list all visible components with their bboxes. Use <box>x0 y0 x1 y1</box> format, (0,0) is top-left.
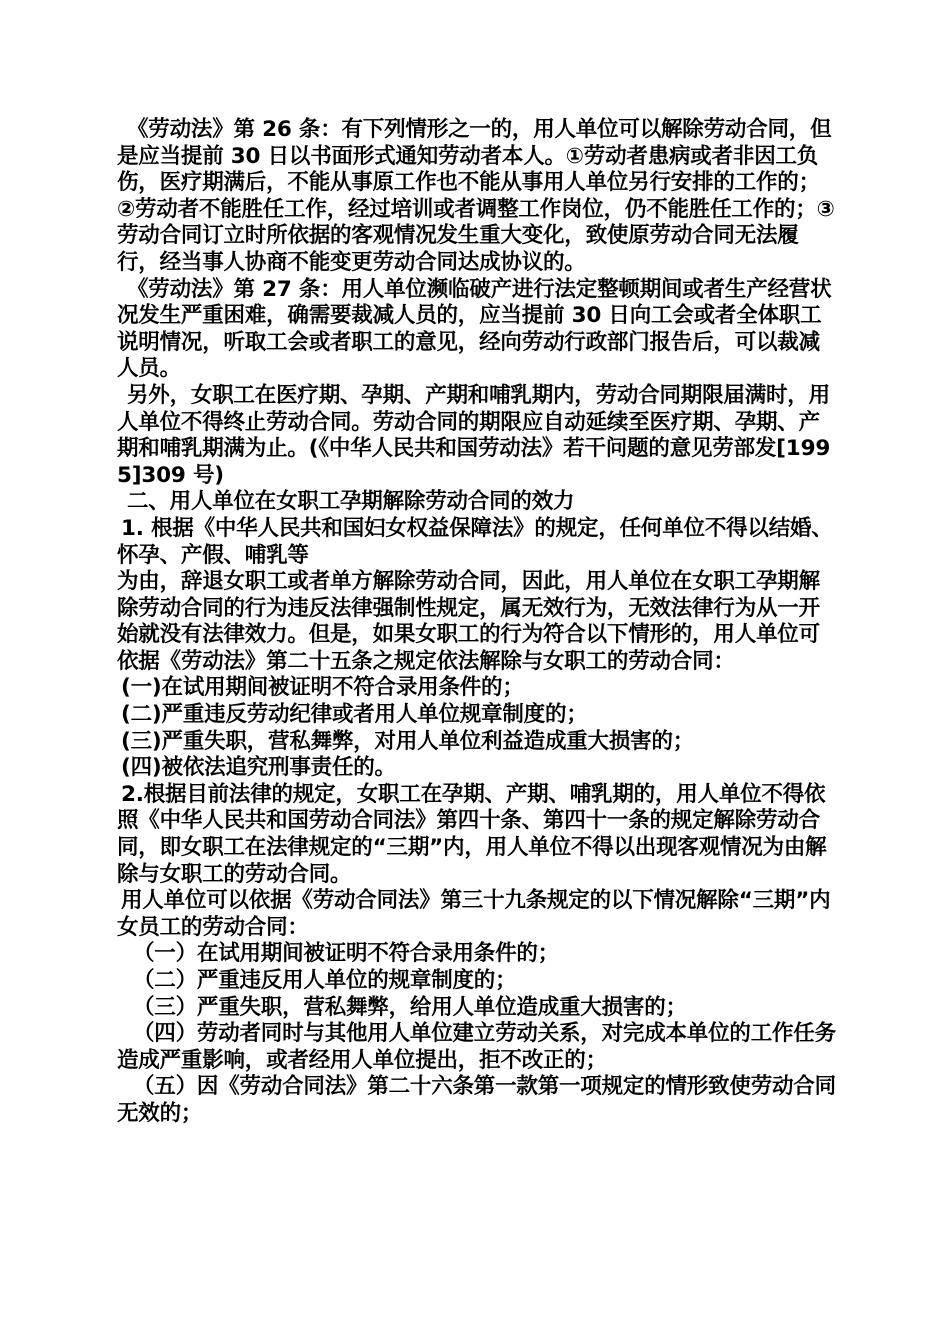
list-item-condition-2: (二)严重违反劳动纪律或者用人单位规章制度的； <box>121 702 588 728</box>
paragraph-article-39-intro: 用人单位可以依据《劳动合同法》第三十九条规定的以下情况解除“三期”内女员工的劳动合同： <box>117 888 831 940</box>
paragraph-point-two: 2.根据目前法律的规定，女职工在孕期、产期、哺乳期的，用人单位不得依照《中华人民共和国劳动合同法》第四十条、第四十一条的规定解除劳动合同，即女职工在法律规定的“三期”内，用人单位不得以出现客观情况为由解除与女职工的劳动合同。 <box>117 781 827 887</box>
document-body <box>117 117 837 1128</box>
list-item-article-39-4: （四）劳动者同时与其他用人单位建立劳动关系，对完成本单位的工作任务造成严重影响，或者经用人单位提出，拒不改正的； <box>117 1021 836 1073</box>
list-item-condition-4: (四)被依法追究刑事责任的。 <box>121 755 396 781</box>
paragraph-labor-law-article-26: 《劳动法》第 26 条：有下列情形之一的，用人单位可以解除劳动合同，但是应当提前 30 日以书面形式通知劳动者本人。①劳动者患病或者非因工负伤，医疗期满后，不能从事原工作也不能从事用人单位另行安排的工作的；②劳动者不能胜任工作，经过培训或者调整工作岗位，仍不能胜任工作的；③劳动合同订立时所依据的客观情况发生重大变化，致使原劳动合同无法履行，经当事人协商不能变更劳动合同达成协议的。 <box>117 117 835 275</box>
paragraph-point-one-start: 1. 根据《中华人民共和国妇女权益保障法》的规定，任何单位不得以结婚、怀孕、产假、哺乳等 <box>117 515 833 568</box>
paragraph-additional-note: 另外，女职工在医疗期、孕期、产期和哺乳期内，劳动合同期限届满时，用人单位不得终止劳动合同。劳动合同的期限应自动延续至医疗期、孕期、产期和哺乳期满为止。(《中华人民共和国劳动法》若干问题的意见劳部发[1995]309 号) <box>117 382 831 488</box>
list-item-article-39-3: （三）严重失职，营私舞弊，给用人单位造成重大损害的； <box>133 994 687 1020</box>
list-item-article-39-1: （一）在试用期间被证明不符合录用条件的； <box>133 941 560 967</box>
list-item-condition-1: (一)在试用期间被证明不符合录用条件的； <box>121 675 524 701</box>
section-heading-two: 二、用人单位在女职工孕期解除劳动合同的效力 <box>127 489 575 515</box>
list-item-condition-3: (三)严重失职，营私舞弊，对用人单位利益造成重大损害的； <box>121 728 695 754</box>
list-item-article-39-5: （五）因《劳动合同法》第二十六条第一款第一项规定的情形致使劳动合同无效的； <box>117 1074 836 1126</box>
list-item-article-39-2: （二）严重违反用人单位的规章制度的； <box>133 968 517 993</box>
paragraph-labor-law-article-27: 《劳动法》第 27 条：用人单位濒临破产进行法定整顿期间或者生产经营状况发生严重困难，确需要裁减人员的，应当提前 30 日向工会或者全体职工说明情况，听取工会或者职工的意见，经向劳动行政部门报告后，可以裁减人员。 <box>117 276 832 382</box>
paragraph-point-one-continued: 为由，辞退女职工或者单方解除劳动合同，因此，用人单位在女职工孕期解除劳动合同的行为违反法律强制性规定，属无效行为，无效法律行为从一开始就没有法律效力。但是，如果女职工的行为符合以下情形的，用人单位可依据《劳动法》第二十五条之规定依法解除与女职工的劳动合同： <box>117 569 820 674</box>
